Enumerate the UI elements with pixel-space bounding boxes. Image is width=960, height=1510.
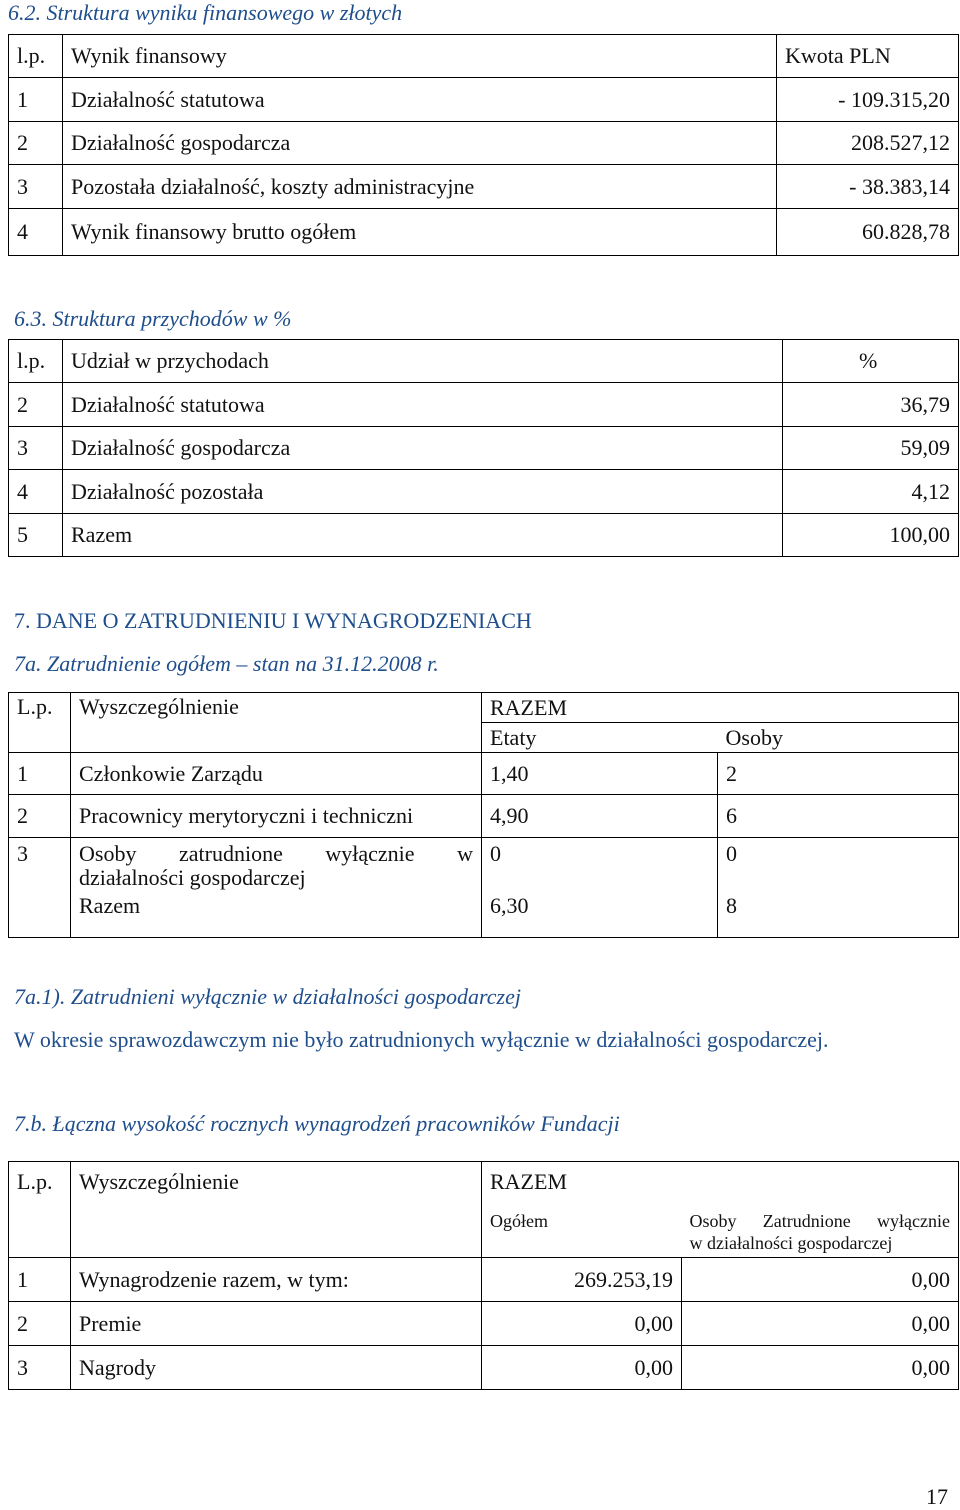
row-etaty: 1,40 [482,753,718,795]
row-percent: 100,00 [783,514,959,557]
row-lp: 3 [9,165,63,209]
header-name: Wyszczególnienie [71,693,482,753]
row-lp: 2 [9,383,63,427]
row-name: Wynagrodzenie razem, w tym: [71,1258,482,1302]
row-lp: 1 [9,78,63,122]
header-percent: % [783,340,959,383]
row-name: Premie [71,1302,482,1346]
section-7b-title: 7.b. Łączna wysokość rocznych wynagrodzeń pracowników Fundacji [14,1111,620,1136]
header-total: RAZEM [482,1162,959,1204]
row-name: Pracownicy merytoryczni i techniczni [71,795,482,838]
row-name-line1: Osoby zatrudnione wyłącznie w [79,841,473,866]
row-osoby: 0,00 [682,1302,959,1346]
total-name: Razem [71,894,482,938]
section-7-title: 7. DANE O ZATRUDNIENIU I WYNAGRODZENIACH [14,608,532,633]
table-row [9,1302,959,1346]
header-total: RAZEM [482,693,959,723]
section-7a-title: 7a. Zatrudnienie ogółem – stan na 31.12.2008 r. [14,651,439,676]
employment-table [8,692,959,938]
row-name: Członkowie Zarządu [71,753,482,795]
header-osoby: Osoby [718,723,959,753]
row-name: Nagrody [71,1346,482,1390]
header-lp: l.p. [9,35,63,78]
section-6-3-title: 6.3. Struktura przychodów w % [14,306,292,331]
table-row [9,514,959,557]
row-percent: 4,12 [783,470,959,514]
header-amount: Kwota PLN [777,35,959,78]
row-amount: 208.527,12 [777,122,959,165]
row-etaty: 0 [482,838,718,894]
header-osoby [682,1204,959,1258]
row-percent: 59,09 [783,427,959,470]
table-row [9,383,959,427]
salary-table [8,1161,959,1390]
header-osoby-line1: Osoby Zatrudnione wyłącznie [689,1210,950,1231]
row-amount: 60.828,78 [777,209,959,256]
row-ogolem: 269.253,19 [482,1258,682,1302]
section-7a1-title: 7a.1). Zatrudnieni wyłącznie w działalności gospodarczej [14,984,521,1009]
row-name: Działalność statutowa [63,383,783,427]
table-row [9,1258,959,1302]
header-lp: l.p. [9,340,63,383]
row-name: Działalność gospodarcza [63,427,783,470]
row-osoby: 6 [718,795,959,838]
table-row [9,470,959,514]
row-lp: 5 [9,514,63,557]
row-ogolem: 0,00 [482,1302,682,1346]
section-7a1-text: W okresie sprawozdawczym nie było zatrudnionych wyłącznie w działalności gospodarczej. [14,1027,829,1052]
table-row [9,795,959,838]
row-name: Działalność pozostała [63,470,783,514]
row-name: Pozostała działalność, koszty administracyjne [63,165,777,209]
row-name: Działalność gospodarcza [63,122,777,165]
table-row [9,838,959,894]
header-name: Wyszczególnienie [71,1162,482,1258]
table-row [9,427,959,470]
row-name [71,838,482,894]
row-lp: 3 [9,838,71,938]
revenue-structure-table [8,339,959,557]
header-osoby-line2: w działalności gospodarczej [689,1232,893,1253]
row-lp: 3 [9,427,63,470]
table-header-row [9,1162,959,1204]
row-amount: - 38.383,14 [777,165,959,209]
row-name: Razem [63,514,783,557]
table-row [9,1346,959,1390]
row-name-line2: działalności gospodarczej [79,865,306,890]
header-lp: L.p. [9,693,71,753]
row-osoby: 0 [718,838,959,894]
page-number: 17 [926,1484,948,1509]
table-total-row [9,894,959,938]
header-etaty: Etaty [482,723,718,753]
row-etaty: 4,90 [482,795,718,838]
row-lp: 2 [9,122,63,165]
header-lp: L.p. [9,1162,71,1258]
row-lp: 2 [9,1302,71,1346]
table-row [9,165,959,209]
table-row [9,753,959,795]
table-header-row [9,35,959,78]
row-osoby: 2 [718,753,959,795]
table-row [9,78,959,122]
row-ogolem: 0,00 [482,1346,682,1390]
header-name: Wynik finansowy [63,35,777,78]
row-osoby: 0,00 [682,1346,959,1390]
table-row [9,122,959,165]
header-ogolem: Ogółem [482,1204,682,1258]
row-lp: 2 [9,795,71,838]
total-osoby: 8 [718,894,959,938]
row-lp: 4 [9,209,63,256]
row-lp: 1 [9,1258,71,1302]
header-name: Udział w przychodach [63,340,783,383]
table-row [9,209,959,256]
section-6-2-title: 6.2. Struktura wyniku finansowego w złotych [8,0,403,25]
row-osoby: 0,00 [682,1258,959,1302]
financial-result-table [8,34,959,256]
total-etaty: 6,30 [482,894,718,938]
row-lp: 1 [9,753,71,795]
table-header-row [9,693,959,723]
row-name: Działalność statutowa [63,78,777,122]
row-lp: 3 [9,1346,71,1390]
row-amount: - 109.315,20 [777,78,959,122]
row-percent: 36,79 [783,383,959,427]
row-name: Wynik finansowy brutto ogółem [63,209,777,256]
row-lp: 4 [9,470,63,514]
table-header-row [9,340,959,383]
